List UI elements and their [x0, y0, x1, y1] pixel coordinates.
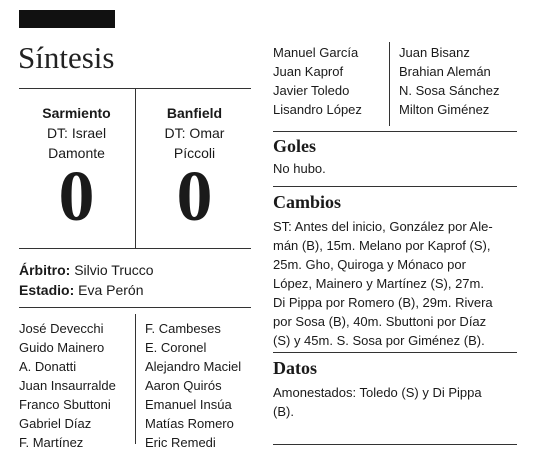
- page-title: Síntesis: [18, 40, 115, 75]
- cambios-body: [273, 217, 509, 350]
- stadium-line: [19, 280, 154, 300]
- team-coach-label: DT: Omar: [164, 125, 225, 141]
- player-name: Guido Mainero: [19, 340, 105, 355]
- player-name: E. Coronel: [145, 340, 207, 355]
- referee-label: Árbitro:: [19, 262, 71, 278]
- lineup-banfield-b: [399, 43, 499, 119]
- cambios-heading: Cambios: [273, 192, 342, 212]
- divider-lineups: [135, 314, 136, 444]
- team-coach-name: Píccoli: [173, 145, 216, 161]
- player-name: Juan Insaurralde: [19, 378, 116, 393]
- stadium-label: Estadio:: [19, 282, 75, 298]
- player-name: Emanuel Insúa: [145, 397, 232, 412]
- player-name: Manuel García: [273, 45, 359, 60]
- player-name: Brahian Alemán: [399, 64, 491, 79]
- divider-lineups-right: [389, 42, 390, 126]
- team-coach-label: DT: Israel: [46, 125, 107, 141]
- player-name: Milton Giménez: [399, 102, 490, 117]
- cambios-line: Di Pippa por Romero (B), 29m. Rivera: [273, 295, 493, 310]
- datos-line: Amonestados: Toledo (S) y Di Pippa: [273, 385, 482, 400]
- player-name: Gabriel Díaz: [19, 416, 92, 431]
- player-name: F. Martínez: [19, 435, 84, 450]
- player-name: Aaron Quirós: [145, 378, 222, 393]
- team-score: 0: [176, 156, 213, 236]
- divider-meta: [19, 307, 251, 308]
- match-meta: [19, 260, 154, 300]
- player-name: Alejandro Maciel: [145, 359, 242, 374]
- datos-heading: Datos: [273, 358, 317, 378]
- team-score: 0: [58, 156, 95, 236]
- referee-line: [19, 260, 154, 280]
- team-sarmiento: [18, 103, 135, 236]
- player-name: Javier Toledo: [273, 83, 350, 98]
- stadium-value: Eva Perón: [74, 282, 144, 298]
- player-name: F. Cambeses: [145, 321, 221, 336]
- divider-cambios: [273, 186, 517, 187]
- goles-heading: Goles: [273, 136, 316, 156]
- goles-body: No hubo.: [273, 161, 326, 176]
- cambios-line: 25m. Gho, Quiroga y Mónaco por: [273, 257, 466, 272]
- cambios-line: López, Mainero y Martínez (S), 27m.: [273, 276, 484, 291]
- lineup-banfield-a: [145, 319, 241, 452]
- lineup-sarmiento-b: [273, 43, 362, 119]
- team-coach-name: Damonte: [48, 145, 105, 161]
- team-name: Sarmiento: [42, 105, 111, 121]
- player-name: Lisandro López: [273, 102, 362, 117]
- player-name: Franco Sbuttoni: [19, 397, 111, 412]
- divider-datos: [273, 352, 517, 353]
- divider-goles: [273, 131, 517, 132]
- header-bar: [19, 10, 115, 28]
- datos-body: [273, 383, 509, 421]
- divider-bottom: [273, 444, 517, 445]
- team-banfield: [136, 103, 253, 236]
- cambios-line: por Sosa (B), 40m. Sbuttoni por Díaz: [273, 314, 487, 329]
- player-name: José Devecchi: [19, 321, 104, 336]
- referee-value: Silvio Trucco: [70, 262, 154, 278]
- cambios-line: mán (B), 15m. Melano por Kaprof (S),: [273, 238, 491, 253]
- cambios-line: (S) y 45m. S. Sosa por Giménez (B).: [273, 333, 485, 348]
- player-name: Juan Bisanz: [399, 45, 470, 60]
- player-name: Eric Remedi: [145, 435, 216, 450]
- team-name: Banfield: [166, 105, 223, 121]
- datos-line: (B).: [273, 404, 294, 419]
- lineup-sarmiento-a: [19, 319, 116, 452]
- player-name: A. Donatti: [19, 359, 77, 374]
- player-name: N. Sosa Sánchez: [399, 83, 500, 98]
- divider-score: [19, 248, 251, 249]
- cambios-line: ST: Antes del inicio, González por Ale-: [273, 219, 493, 234]
- player-name: Matías Romero: [145, 416, 234, 431]
- player-name: Juan Kaprof: [273, 64, 344, 79]
